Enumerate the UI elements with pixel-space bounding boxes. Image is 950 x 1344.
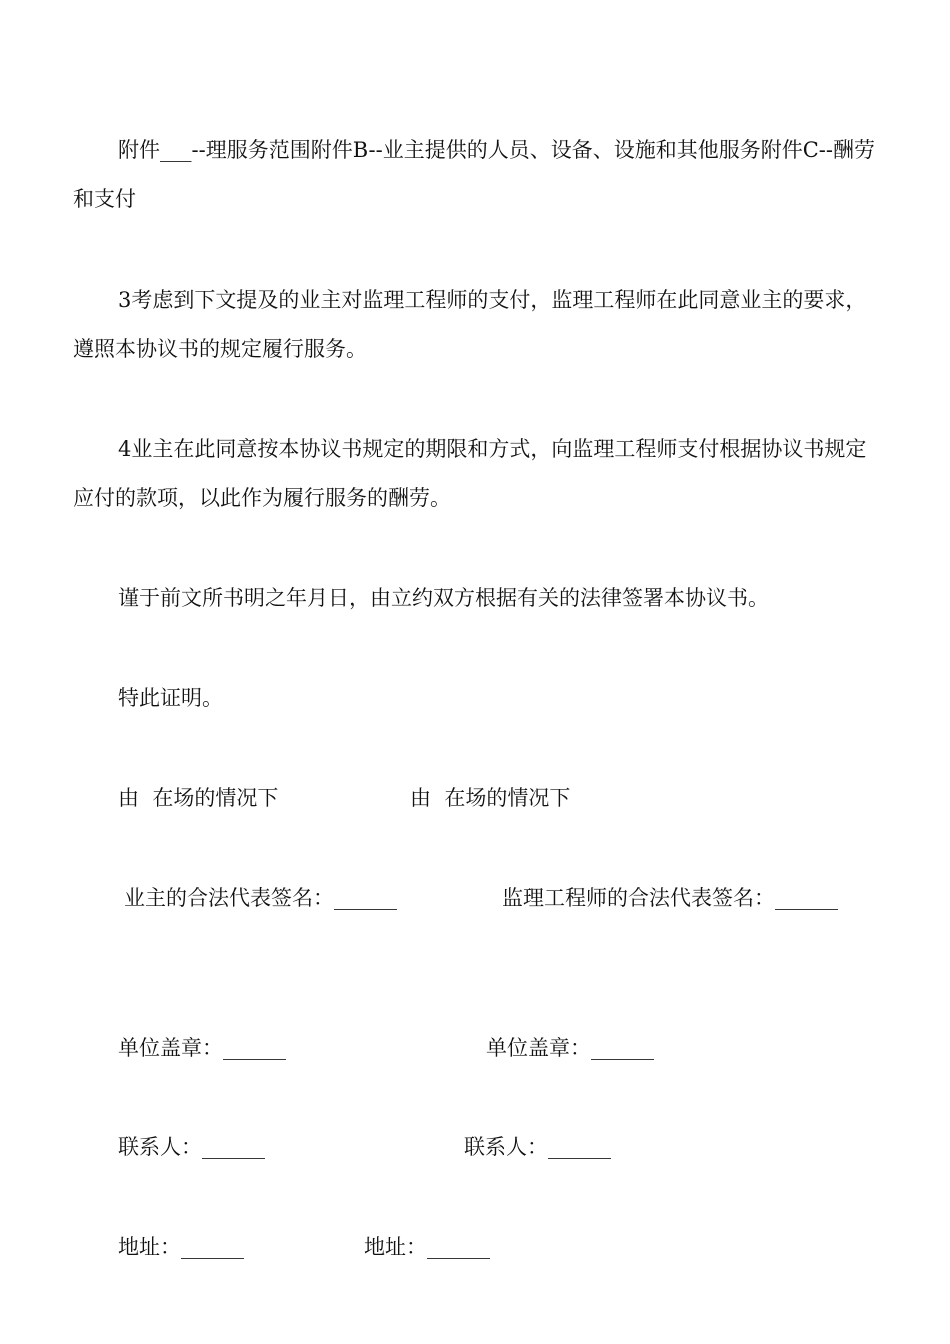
seal-left: 单位盖章：______ [118, 1036, 286, 1060]
presence-right: 由 在场的情况下 [410, 786, 571, 810]
owner-rep-signature: 业主的合法代表签名：______ [124, 886, 397, 910]
clause-3-paragraph: 3考虑到下文提及的业主对监理工程师的支付，监理工程师在此同意业主的要求，遵照本协议书的规定履行服务。 [73, 288, 867, 361]
seal-right: 单位盖章：______ [486, 1036, 654, 1060]
attachments-paragraph: 附件___--理服务范围附件B--业主提供的人员、设备、设施和其他服务附件C--酬劳和支付 [73, 138, 875, 211]
presence-left: 由 在场的情况下 [118, 786, 279, 810]
address-left: 地址：______ [118, 1235, 244, 1259]
certify-line: 特此证明。 [118, 686, 223, 710]
clause-4-paragraph: 4业主在此同意按本协议书规定的期限和方式，向监理工程师支付根据协议书规定应付的款项，以此作为履行服务的酬劳。 [73, 437, 867, 510]
contact-left: 联系人：______ [118, 1135, 265, 1159]
address-right: 地址：______ [364, 1235, 490, 1259]
engineer-rep-signature: 监理工程师的合法代表签名：______ [502, 886, 838, 910]
contact-right: 联系人：______ [464, 1135, 611, 1159]
witness-paragraph: 谨于前文所书明之年月日，由立约双方根据有关的法律签署本协议书。 [118, 586, 769, 610]
